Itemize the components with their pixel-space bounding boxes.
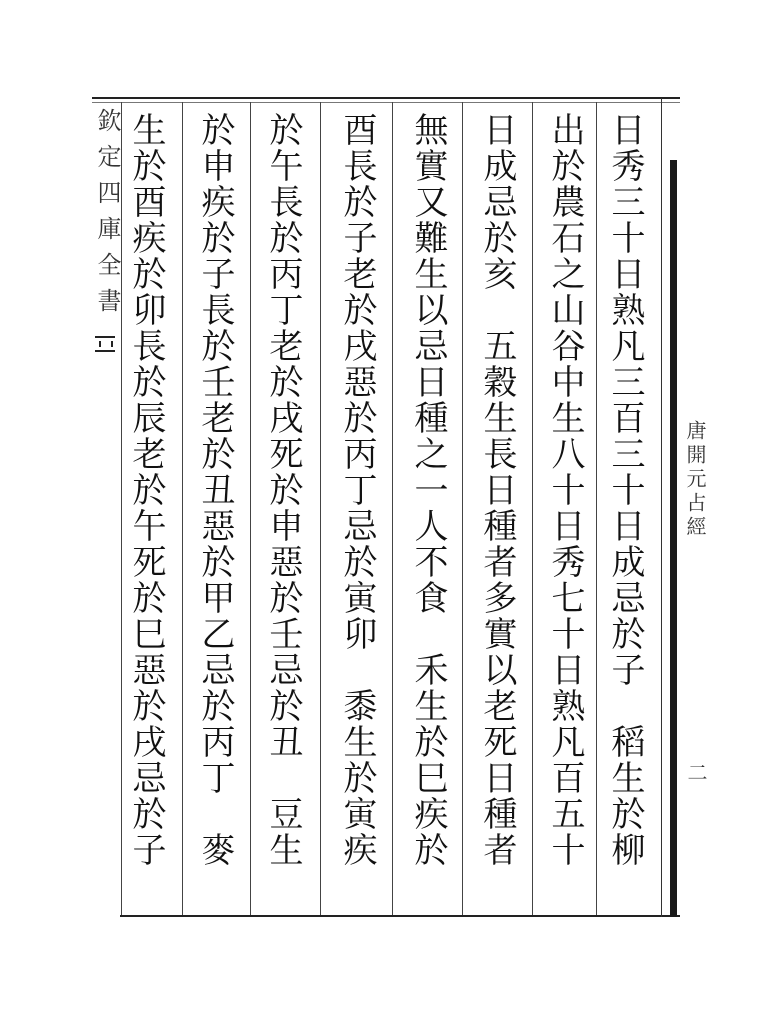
page-frame-top-inner-line bbox=[92, 102, 680, 103]
page-frame-bottom-line bbox=[120, 915, 680, 917]
text-column-1: 日秀三十日熟凡三百三十日成忌於子 稻生於柳 bbox=[605, 112, 645, 868]
margin-collection-title: 欽定四庫全書 bbox=[93, 108, 121, 324]
text-column-4: 無實又難生以忌日種之一人不食 禾生於巳疾於 bbox=[408, 112, 448, 868]
text-column-7: 於申疾於子長於壬老於丑惡於甲乙忌於丙丁 麥 bbox=[195, 112, 235, 868]
column-divider bbox=[392, 102, 393, 915]
page-frame-right-border bbox=[670, 160, 677, 917]
text-column-2: 出於農石之山谷中生八十日秀七十日熟凡百五十 bbox=[545, 112, 585, 868]
column-divider bbox=[596, 102, 597, 915]
column-divider bbox=[182, 102, 183, 915]
column-divider bbox=[462, 102, 463, 915]
margin-page-number: 二 bbox=[684, 762, 708, 782]
column-divider bbox=[532, 102, 533, 915]
column-divider bbox=[320, 102, 321, 915]
text-column-3: 日成忌於亥 五穀生長日種者多實以老死日種者 bbox=[477, 112, 517, 868]
page-frame-right-inner-line bbox=[661, 98, 662, 917]
fishtail-mark-icon bbox=[95, 336, 115, 352]
text-column-8: 生於酉疾於卯長於辰老於午死於巳惡於戌忌於子 bbox=[126, 112, 166, 868]
text-column-5: 酉長於子老於戌惡於丙丁忌於寅卯 黍生於寅疾 bbox=[337, 112, 377, 868]
page-frame-top-line bbox=[92, 97, 680, 99]
column-divider bbox=[121, 102, 122, 915]
text-column-6: 於午長於丙丁老於戌死於申惡於壬忌於丑 豆生 bbox=[263, 112, 303, 868]
margin-book-title: 唐開元占經 bbox=[683, 420, 707, 540]
column-divider bbox=[250, 102, 251, 915]
